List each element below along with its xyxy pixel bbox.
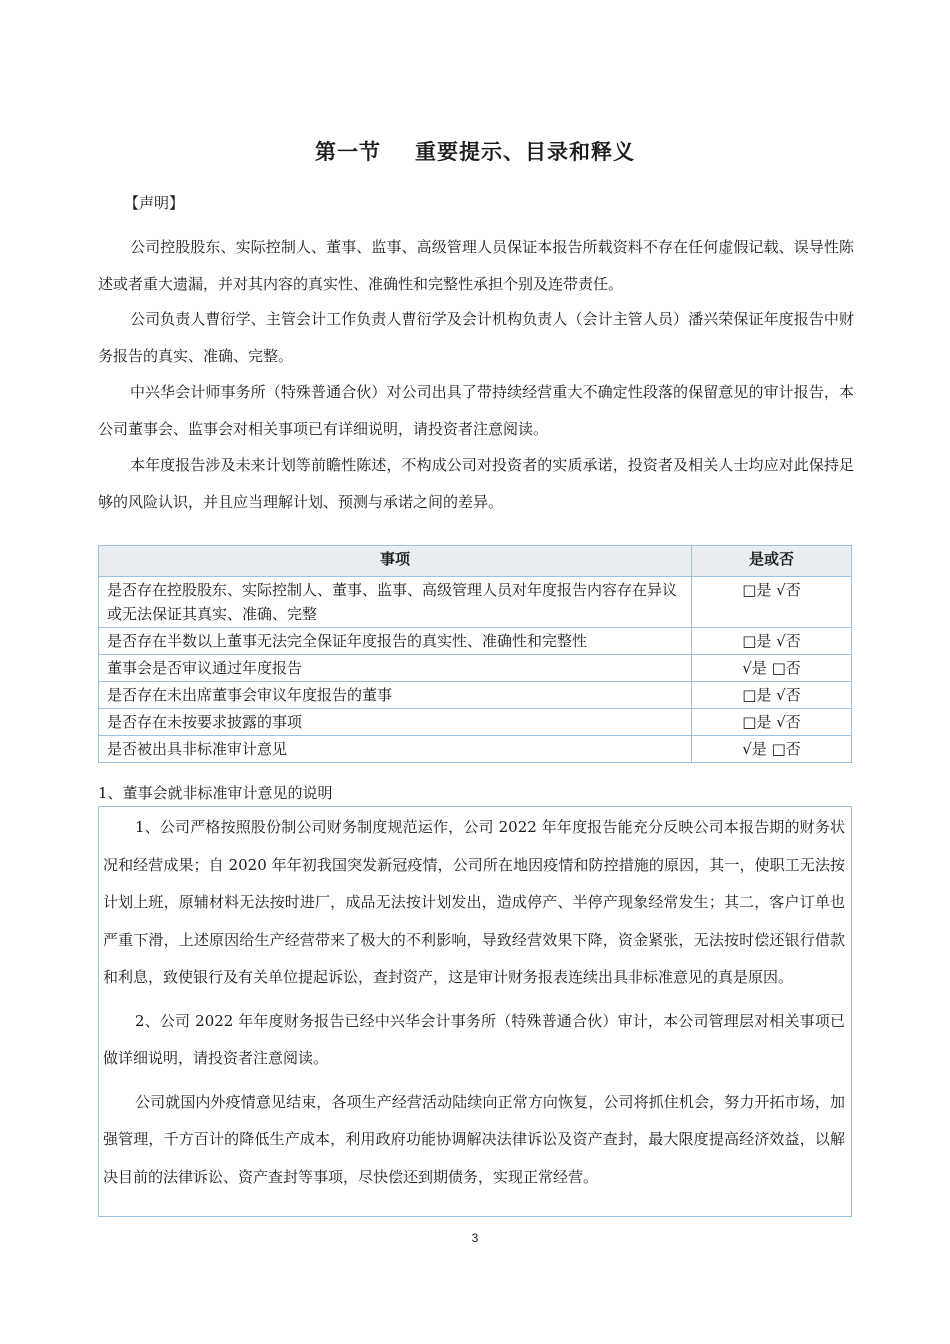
declaration-paragraph: 本年度报告涉及未来计划等前瞻性陈述，不构成公司对投资者的实质承诺，投资者及相关人士均应对此保持足够的风险认识，并且应当理解计划、预测与承诺之间的差异。	[98, 456, 854, 511]
declaration-paragraph: 公司负责人曹衍学、主管会计工作负责人曹衍学及会计机构负责人（会计主管人员）潘兴荣保证年度报告中财务报告的真实、准确、完整。	[98, 310, 854, 365]
row-answer: √是 □否	[692, 736, 852, 763]
section-title: 重要提示、目录和释义	[415, 140, 635, 164]
row-answer: □是 √否	[692, 577, 852, 628]
audit-paragraph: 1、公司严格按照股份制公司财务制度规范运作，公司 2022 年年度报告能充分反映公司本报告期的财务状况和经营成果；自 2020 年年初我国突发新冠疫情，公司所在地因疫情和防控措施的原因，其一，使职工无法按计划上班，原辅材料无法按时进厂，成品无法按计划发出，造成停产、半停产现象经常发生；其二，客户订单也严重下滑，上述原因给生产经营带来了极大的不利影响，导致经营效果下降，资金紧张，无法按时偿还银行借款和利息，致使银行及有关单位提起诉讼，查封资产，这是审计财务报表连续出具非标准意见的真是原因。	[103, 818, 845, 986]
row-item: 是否存在未出席董事会审议年度报告的董事	[99, 682, 692, 709]
table-row	[99, 736, 852, 763]
row-answer: □是 √否	[692, 682, 852, 709]
row-item: 董事会是否审议通过年度报告	[99, 655, 692, 682]
audit-explanation-box	[98, 806, 852, 1217]
row-item: 是否存在半数以上董事无法完全保证年度报告的真实性、准确性和完整性	[99, 628, 692, 655]
audit-paragraph: 2、公司 2022 年年度财务报告已经中兴华会计事务所（特殊普通合伙）审计，本公司管理层对相关事项已做详细说明，请投资者注意阅读。	[103, 1011, 845, 1067]
confirmation-table	[98, 545, 852, 763]
row-item: 是否被出具非标准审计意见	[99, 736, 692, 763]
table-header-row	[99, 546, 852, 577]
header-answer: 是或否	[692, 546, 852, 577]
row-item: 是否存在控股股东、实际控制人、董事、监事、高级管理人员对年度报告内容存在异议或无法保证其真实、准确、完整	[99, 577, 692, 628]
table-row	[99, 628, 852, 655]
page-number: 3	[471, 1231, 479, 1245]
declaration-label: 【声明】	[124, 194, 185, 212]
audit-section-label: 1、董事会就非标准审计意见的说明	[98, 784, 333, 802]
table-row	[99, 709, 852, 736]
audit-paragraph: 公司就国内外疫情意见结束，各项生产经营活动陆续向正常方向恢复，公司将抓住机会，努力开拓市场，加强管理，千方百计的降低生产成本，利用政府功能协调解决法律诉讼及资产查封，最大限度提高经济效益，以解决目前的法律诉讼、资产查封等事项，尽快偿还到期债务，实现正常经营。	[103, 1092, 845, 1186]
row-answer: □是 √否	[692, 709, 852, 736]
table-row	[99, 682, 852, 709]
header-item: 事项	[99, 546, 692, 577]
row-answer: √是 □否	[692, 655, 852, 682]
section-heading	[0, 136, 950, 166]
table-row	[99, 655, 852, 682]
section-number: 第一节	[315, 140, 381, 164]
table-row	[99, 577, 852, 628]
declaration-paragraph: 中兴华会计师事务所（特殊普通合伙）对公司出具了带持续经营重大不确定性段落的保留意见的审计报告，本公司董事会、监事会对相关事项已有详细说明，请投资者注意阅读。	[98, 383, 854, 438]
row-item: 是否存在未按要求披露的事项	[99, 709, 692, 736]
row-answer: □是 √否	[692, 628, 852, 655]
declaration-paragraph: 公司控股股东、实际控制人、董事、监事、高级管理人员保证本报告所载资料不存在任何虚假记载、误导性陈述或者重大遗漏，并对其内容的真实性、准确性和完整性承担个别及连带责任。	[98, 238, 854, 293]
